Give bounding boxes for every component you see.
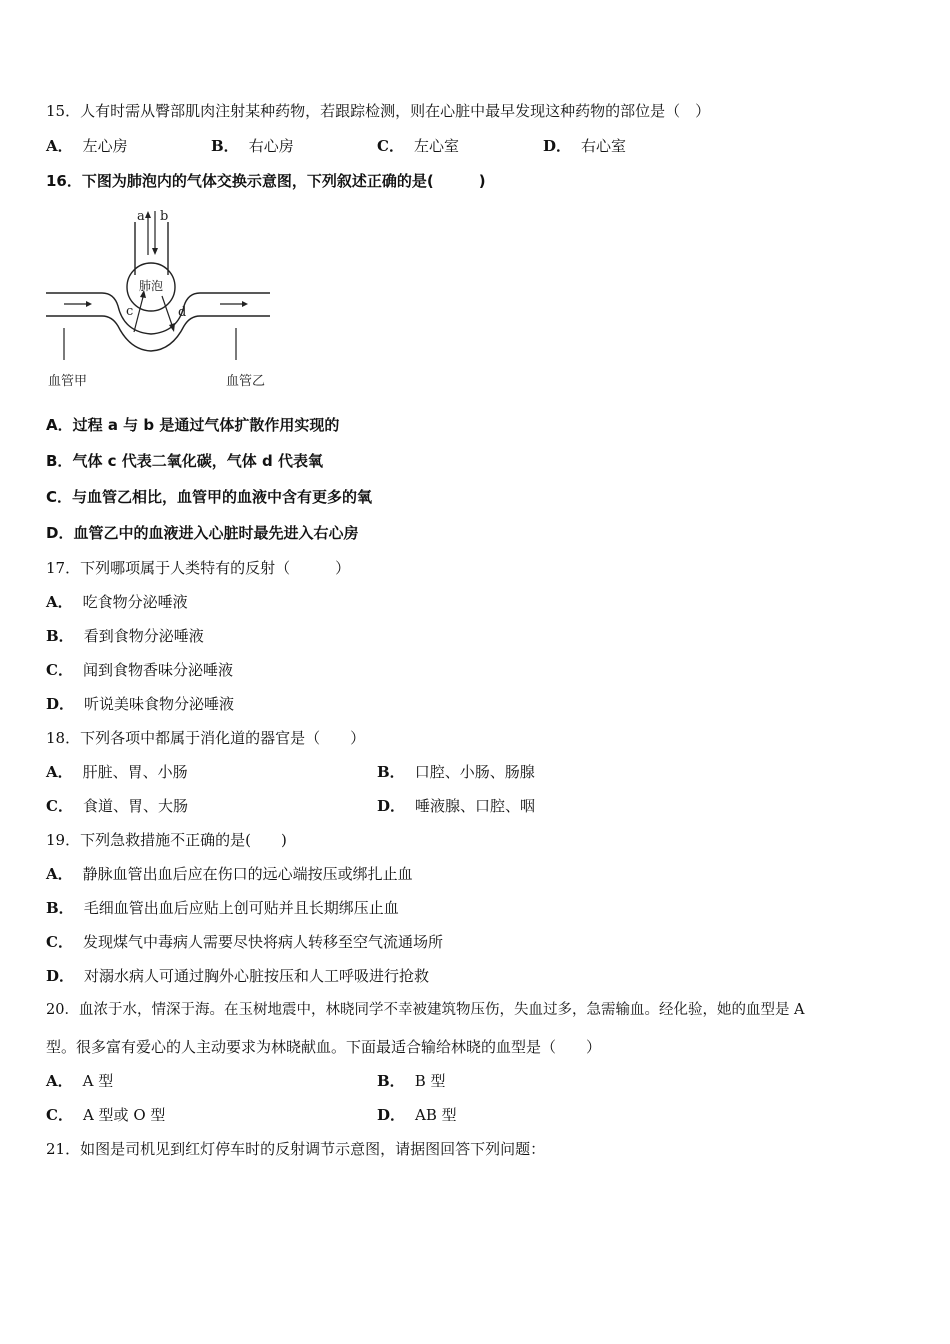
q18-option-b[interactable]: B． 口腔、小肠、肠腺 xyxy=(377,763,535,781)
q20-stem-line2: 型。很多富有爱心的人主动要求为林晓献血。下面最适合输给林晓的血型是（ ） xyxy=(46,1038,602,1056)
q17-option-a[interactable]: A． 吃食物分泌唾液 xyxy=(46,593,188,611)
q15-option-b[interactable]: B． 右心房 xyxy=(211,137,294,155)
q20-option-b[interactable]: B． B 型 xyxy=(377,1072,446,1090)
q18-option-c[interactable]: C． 食道、胃、大肠 xyxy=(46,797,188,815)
arrow-c xyxy=(134,297,143,332)
q17-option-d[interactable]: D． 听说美味食物分泌唾液 xyxy=(46,695,235,713)
q20-option-a[interactable]: A． A 型 xyxy=(46,1072,114,1090)
q15-option-c[interactable]: C． 左心室 xyxy=(377,137,459,155)
q16-stem: 16．下图为肺泡内的气体交换示意图，下列叙述正确的是( ) xyxy=(46,172,486,190)
q16-option-c[interactable]: C．与血管乙相比，血管甲的血液中含有更多的氧 xyxy=(46,488,373,506)
q17-stem: 17．下列哪项属于人类特有的反射（ ） xyxy=(46,559,351,577)
q16-option-b[interactable]: B．气体 c 代表二氧化碳，气体 d 代表氧 xyxy=(46,452,323,470)
q19-option-d[interactable]: D． 对溺水病人可通过胸外心脏按压和人工呼吸进行抢救 xyxy=(46,967,430,985)
q17-option-b[interactable]: B． 看到食物分泌唾液 xyxy=(46,627,204,645)
q19-option-a[interactable]: A． 静脉血管出血后应在伤口的远心端按压或绑扎止血 xyxy=(46,865,413,883)
q16-option-a[interactable]: A．过程 a 与 b 是通过气体扩散作用实现的 xyxy=(46,416,340,434)
q20-option-d[interactable]: D． AB 型 xyxy=(377,1106,457,1124)
q19-option-c[interactable]: C． 发现煤气中毒病人需要尽快将病人转移至空气流通场所 xyxy=(46,933,443,951)
q17-option-c[interactable]: C． 闻到食物香味分泌唾液 xyxy=(46,661,233,679)
q15-option-a[interactable]: A． 左心房 xyxy=(46,137,128,155)
q18-option-a[interactable]: A． 肝脏、胃、小肠 xyxy=(46,763,188,781)
q20-stem-line1: 20．血浓于水，情深于海。在玉树地震中，林晓同学不幸被建筑物压伤，失血过多，急需输血。经化验，她的血型是 A xyxy=(46,1002,805,1018)
label-c: c xyxy=(126,304,134,319)
label-vessel-right: 血管乙 xyxy=(226,374,266,389)
q18-stem: 18．下列各项中都属于消化道的器官是（ ） xyxy=(46,729,366,747)
label-b: b xyxy=(160,209,169,224)
label-alveolus: 肺泡 xyxy=(139,279,164,293)
q16-option-d[interactable]: D．血管乙中的血液进入心脏时最先进入右心房 xyxy=(46,524,359,542)
vessel-upper-wall xyxy=(46,293,270,334)
q20-option-c[interactable]: C． A 型或 O 型 xyxy=(46,1106,166,1124)
label-a: a xyxy=(137,209,145,224)
label-vessel-left: 血管甲 xyxy=(48,374,88,389)
q19-option-b[interactable]: B． 毛细血管出血后应贴上创可贴并且长期绑压止血 xyxy=(46,899,399,917)
q19-stem: 19．下列急救措施不正确的是( ) xyxy=(46,831,287,849)
q15-stem: 15．人有时需从臀部肌肉注射某种药物，若跟踪检测，则在心脏中最早发现这种药物的部位是（ ） xyxy=(46,102,711,120)
q21-stem: 21．如图是司机见到红灯停车时的反射调节示意图，请据图回答下列问题： xyxy=(46,1140,546,1158)
alveolus-gas-exchange-diagram xyxy=(44,200,284,395)
label-d: d xyxy=(178,305,187,320)
q15-option-d[interactable]: D． 右心室 xyxy=(543,137,627,155)
q18-option-d[interactable]: D． 唾液腺、口腔、咽 xyxy=(377,797,536,815)
